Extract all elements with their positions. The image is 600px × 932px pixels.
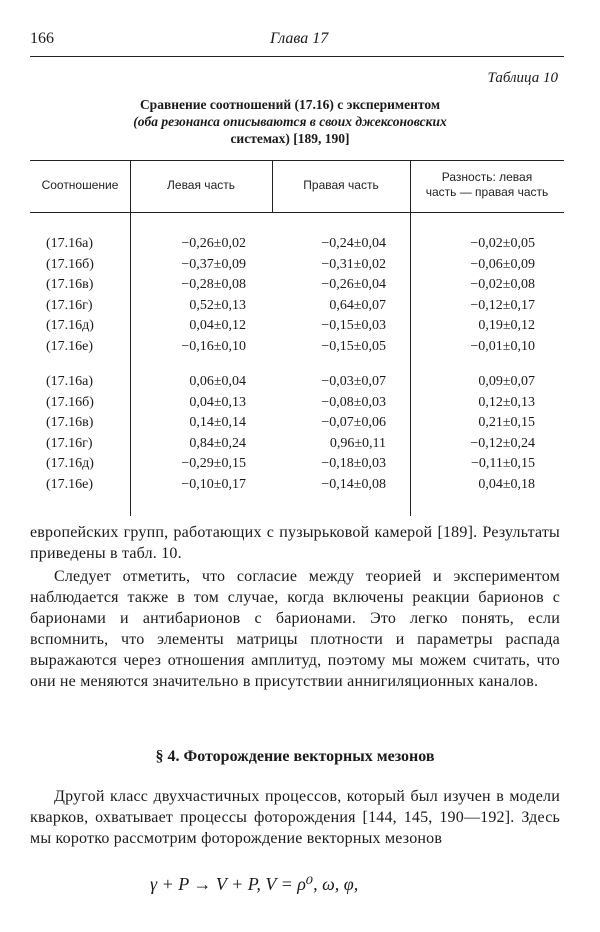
- table-cell: −0,37±0,09: [181, 256, 246, 272]
- table-label: Таблица 10: [487, 70, 558, 86]
- table-cell: −0,26±0,02: [181, 236, 246, 251]
- table-cell: −0,11±0,15: [470, 456, 535, 471]
- table-cell: −0,15±0,03: [321, 318, 386, 333]
- table-top-rule: [30, 160, 564, 161]
- table-cell: 0,04±0,12: [189, 318, 246, 333]
- table-row-label: (17.16д): [46, 318, 94, 333]
- table-cell: −0,10±0,17: [181, 476, 246, 492]
- running-title: Глава 17: [270, 30, 329, 47]
- paragraph-1: европейских групп, работающих с пузырьковой камерой [189]. Результаты приведены в табл. 10.: [30, 524, 560, 562]
- table-row-label: (17.16б): [46, 394, 94, 410]
- table-row-label: (17.16б): [46, 256, 94, 272]
- table-cell: 0,14±0,14: [189, 415, 246, 430]
- caption-line-2: (оба резонанса описываются в своих джексоновских: [133, 114, 447, 129]
- table-cell: 0,64±0,07: [329, 297, 386, 313]
- table-cell: −0,07±0,06: [321, 415, 386, 430]
- paragraph-3: Другой класс двухчастичных процессов, который был изучен в модели кварков, охватывает процессы фоторождения [144, 145, 190—192]. Здесь мы коротко рассмотрим фоторождение векторных мезонов: [30, 788, 560, 847]
- table-vline-1: [130, 160, 131, 516]
- table-row-label: (17.16в): [46, 415, 94, 430]
- table-cell: 0,52±0,13: [189, 297, 246, 313]
- caption-line-1: Сравнение соотношений (17.16) с экспериментом: [139, 97, 441, 112]
- table-row-label: (17.16а): [46, 236, 94, 251]
- table-caption: [60, 96, 520, 147]
- caption-line-3: системах) [189, 190]: [230, 131, 350, 146]
- table-cell: −0,12±0,24: [470, 435, 535, 451]
- table-row-label: (17.16г): [46, 435, 93, 451]
- header-rule: [30, 56, 564, 57]
- col-header-diff-line1: Разность: левая: [441, 170, 533, 184]
- table-cell: −0,26±0,04: [321, 277, 386, 292]
- formula: γ + P → V + P, V = ρ⁰, ω, φ,: [150, 874, 359, 894]
- table-row-label: (17.16в): [46, 277, 94, 292]
- table-row-label: (17.16г): [46, 297, 93, 313]
- table-cell: −0,08±0,03: [321, 394, 386, 410]
- table-cell: −0,29±0,15: [181, 456, 246, 471]
- table-row-label: (17.16е): [46, 338, 94, 354]
- table-cell: −0,24±0,04: [321, 236, 386, 251]
- table-cell: 0,96±0,11: [329, 435, 386, 451]
- table-cell: −0,16±0,10: [181, 338, 246, 354]
- table-cell: 0,09±0,07: [478, 374, 535, 389]
- table-cell: −0,12±0,17: [470, 297, 535, 313]
- table-cell: −0,28±0,08: [181, 277, 246, 292]
- table-cell: 0,04±0,18: [478, 476, 535, 492]
- table-cell: 0,12±0,13: [478, 394, 535, 410]
- table-cell: 0,06±0,04: [189, 374, 246, 389]
- col-header-right: Правая часть: [303, 178, 379, 192]
- table-cell: −0,02±0,05: [470, 236, 535, 251]
- table-cell: −0,01±0,10: [470, 338, 535, 354]
- table-cell: 0,84±0,24: [189, 435, 246, 451]
- table-cell: −0,06±0,09: [470, 256, 535, 272]
- table-cell: −0,15±0,05: [321, 338, 386, 354]
- table-cell: 0,04±0,13: [189, 394, 246, 410]
- section-heading: § 4. Фоторождение векторных мезонов: [155, 748, 435, 765]
- table-row-label: (17.16д): [46, 456, 94, 471]
- table-vline-3: [410, 160, 411, 516]
- table-cell: −0,02±0,08: [470, 277, 535, 292]
- table-cell: 0,21±0,15: [478, 415, 535, 430]
- table-cell: −0,31±0,02: [321, 256, 386, 272]
- col-header-diff: [410, 170, 564, 200]
- table-cell: −0,18±0,03: [321, 456, 386, 471]
- col-header-left: Левая часть: [167, 178, 235, 192]
- paragraph-2: Следует отметить, что согласие между теорией и экспериментом наблюдается также в том случае, когда включены реакции барионов с барионами и антибарионов с барионами. Это легко понять, если вспомнить, что элементы матрицы плотности и параметры распада выражаются через отношения амплитуд, поэтому мы можем считать, что они не меняются значительно в присутствии аннигиляционных каналов.: [30, 568, 560, 690]
- table-header-rule: [30, 212, 564, 213]
- col-header-relation: Соотношение: [41, 178, 119, 192]
- table-cell: −0,14±0,08: [321, 476, 386, 492]
- table-cell: −0,03±0,07: [321, 374, 386, 389]
- page-header: [30, 30, 560, 52]
- table-cell: 0,19±0,12: [478, 318, 535, 333]
- col-header-diff-line2: часть — правая часть: [425, 185, 549, 199]
- table-row-label: (17.16а): [46, 374, 94, 389]
- table-row-label: (17.16е): [46, 476, 94, 492]
- page-number: 166: [30, 30, 54, 47]
